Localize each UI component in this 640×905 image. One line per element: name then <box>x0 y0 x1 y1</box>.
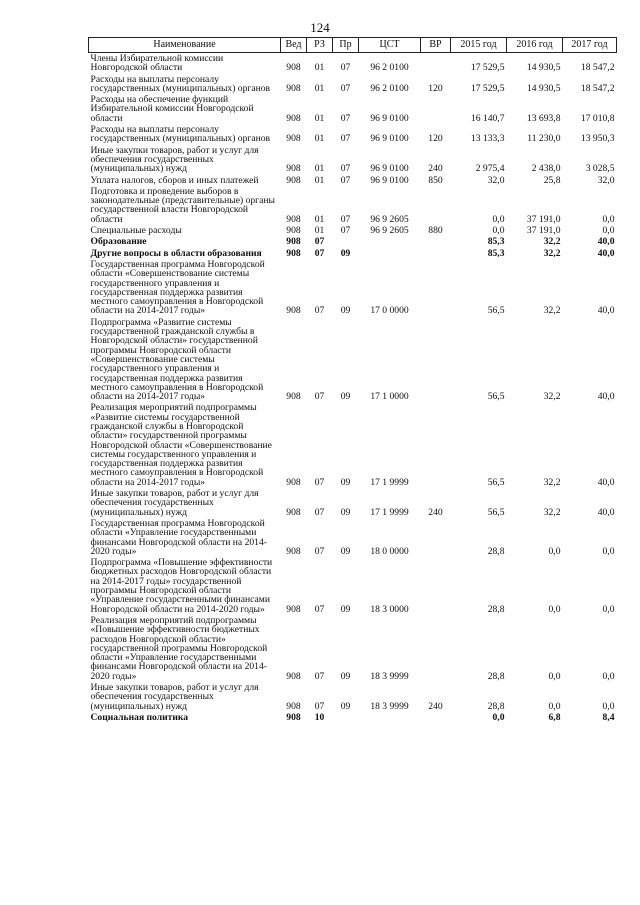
column-header-2015: 2015 год <box>451 38 507 53</box>
cell-ved: 908 <box>286 133 301 145</box>
cell-2016: 32,2 <box>543 391 561 403</box>
cell-pr: 09 <box>340 305 351 317</box>
column-header-rz: РЗ <box>307 38 333 53</box>
cell-2015: 56,5 <box>487 506 505 518</box>
table-row <box>89 712 617 723</box>
cell-name: Расходы на обеспечение функций Избирательной комиссии Новгородской области <box>90 94 254 124</box>
cell-pr: 07 <box>340 225 351 237</box>
cell-2015: 28,8 <box>487 670 505 682</box>
column-header-2017: 2017 год <box>563 38 617 53</box>
cell-ved: 908 <box>286 174 301 186</box>
cell-cst: 18 3 0000 <box>370 603 409 615</box>
cell-rz: 01 <box>314 62 325 74</box>
cell-name: Специальные расходы <box>90 225 182 237</box>
cell-name: Иные закупки товаров, работ и услуг для обеспечения государственных (муниципальных) нужд <box>90 682 259 712</box>
table-row <box>89 236 617 247</box>
cell-cst: 17 1 0000 <box>370 391 409 403</box>
column-header-ved: Вед <box>281 38 307 53</box>
cell-cst: 17 0 0000 <box>370 305 409 317</box>
cell-ved: 908 <box>286 476 301 488</box>
table-row <box>89 124 617 145</box>
cell-2017: 18 547,2 <box>580 62 615 74</box>
table-row <box>89 488 617 518</box>
cell-2017: 3 028,5 <box>585 163 615 175</box>
cell-vr <box>421 402 451 488</box>
cell-ved: 908 <box>286 603 301 615</box>
cell-2017: 40,0 <box>597 506 615 518</box>
cell-ved: 908 <box>286 391 301 403</box>
cell-2015: 0,0 <box>492 213 505 225</box>
table-row <box>89 145 617 175</box>
cell-ved: 908 <box>286 82 301 94</box>
cell-2015: 56,5 <box>487 391 505 403</box>
budget-table <box>88 37 617 723</box>
cell-pr: 07 <box>340 163 351 175</box>
cell-vr <box>421 53 451 74</box>
cell-2017: 0,0 <box>602 545 615 557</box>
cell-name: Уплата налогов, сборов и иных платежей <box>90 174 259 186</box>
cell-ved: 908 <box>286 247 301 259</box>
cell-pr: 07 <box>340 82 351 94</box>
table-row <box>89 259 617 317</box>
cell-cst: 96 9 0100 <box>370 174 409 186</box>
cell-vr: 850 <box>428 174 443 186</box>
cell-pr <box>333 712 359 723</box>
cell-2017: 40,0 <box>597 476 615 488</box>
cell-2017: 40,0 <box>597 305 615 317</box>
table-header-row <box>89 38 617 53</box>
cell-vr <box>421 94 451 124</box>
table-row <box>89 225 617 236</box>
cell-2017: 40,0 <box>597 391 615 403</box>
cell-rz: 07 <box>314 391 325 403</box>
cell-cst: 96 9 2605 <box>370 213 409 225</box>
cell-2016: 11 230,0 <box>527 133 561 145</box>
cell-2017: 13 950,3 <box>580 133 615 145</box>
cell-vr <box>421 259 451 317</box>
cell-cst: 96 9 0100 <box>370 112 409 124</box>
cell-cst: 17 1 9999 <box>370 506 409 518</box>
cell-2015: 85,3 <box>487 236 505 248</box>
cell-2015: 17 529,5 <box>470 82 505 94</box>
cell-2015: 28,8 <box>487 603 505 615</box>
cell-rz: 07 <box>314 236 325 248</box>
cell-ved: 908 <box>286 506 301 518</box>
cell-rz: 01 <box>314 174 325 186</box>
column-header-vr: ВР <box>421 38 451 53</box>
cell-cst: 96 9 0100 <box>370 163 409 175</box>
cell-ved: 908 <box>286 163 301 175</box>
cell-2017: 40,0 <box>597 247 615 259</box>
table-row <box>89 53 617 74</box>
cell-rz: 01 <box>314 225 325 237</box>
cell-name: Подпрограмма «Развитие системы государственной гражданской службы в Новгородской области» государственной программы Новгородской области «Совершенствование системы государственного управления и государственная поддержка развития местного самоуправления в Новгородской области на 2014-2017 годы» <box>90 316 264 403</box>
cell-pr: 09 <box>340 476 351 488</box>
cell-pr <box>333 236 359 247</box>
cell-pr: 07 <box>340 112 351 124</box>
column-header-cst: ЦСТ <box>359 38 421 53</box>
cell-2017: 40,0 <box>597 236 615 248</box>
cell-2015: 16 140,7 <box>470 112 505 124</box>
cell-rz: 01 <box>314 213 325 225</box>
page-number: 124 <box>310 20 330 35</box>
cell-cst: 96 9 2605 <box>370 225 409 237</box>
cell-2017: 8,4 <box>602 711 615 723</box>
cell-2017: 0,0 <box>602 670 615 682</box>
cell-vr: 240 <box>428 163 443 175</box>
cell-2017: 0,0 <box>602 603 615 615</box>
cell-2016: 25,8 <box>543 174 561 186</box>
cell-2017: 0,0 <box>602 225 615 237</box>
table-body <box>89 53 617 724</box>
cell-2016: 32,2 <box>543 476 561 488</box>
cell-ved: 908 <box>286 225 301 237</box>
cell-rz: 10 <box>314 711 325 723</box>
column-header-name: Наименование <box>89 38 281 53</box>
table-row <box>89 682 617 712</box>
table-row <box>89 557 617 615</box>
cell-2015: 13 133,3 <box>470 133 505 145</box>
cell-vr: 880 <box>428 225 443 237</box>
cell-2016: 14 930,5 <box>526 62 561 74</box>
cell-2016: 14 930,5 <box>526 82 561 94</box>
cell-2015: 85,3 <box>487 247 505 259</box>
cell-name: Иные закупки товаров, работ и услуг для обеспечения государственных (муниципальных) нужд <box>90 144 259 175</box>
cell-vr <box>421 236 451 247</box>
cell-ved: 908 <box>286 62 301 74</box>
cell-pr: 09 <box>340 545 351 557</box>
cell-name: Реализация мероприятий подпрограммы «Развитие системы государственной гражданской службы в Новгородской области» государственной программы Новгородской области «Совершенствование системы государственного управления и государственная поддержка развития местного самоуправления в Новгородской области на 2014-2017 годы» <box>90 402 272 488</box>
cell-2017: 18 547,2 <box>580 82 615 94</box>
cell-vr: 120 <box>428 133 443 145</box>
cell-pr: 07 <box>340 133 351 145</box>
cell-pr: 09 <box>340 506 351 518</box>
column-header-2016: 2016 год <box>507 38 563 53</box>
cell-2015: 32,0 <box>487 174 505 186</box>
column-header-pr: Пр <box>333 38 359 53</box>
cell-name: Подпрограмма «Повышение эффективности бюджетных расходов Новгородской области на 2014-2017 годы» государственной программы Новгородской области «Управление государственными финансами Новгородской области на 2014-2020 годы» <box>90 557 273 615</box>
cell-2016: 2 438,0 <box>531 163 561 175</box>
cell-ved: 908 <box>286 670 301 682</box>
cell-2017: 0,0 <box>602 700 615 712</box>
cell-name: Члены Избирательной комиссии Новгородской области <box>90 53 224 74</box>
cell-rz: 07 <box>314 506 325 518</box>
cell-ved: 908 <box>286 236 301 248</box>
table-row <box>89 518 617 557</box>
cell-vr <box>421 712 451 723</box>
cell-vr <box>421 518 451 557</box>
cell-name: Расходы на выплаты персоналу государственных (муниципальных) органов <box>90 73 271 94</box>
cell-rz: 07 <box>314 476 325 488</box>
cell-cst: 17 1 9999 <box>370 476 409 488</box>
table-row <box>89 74 617 95</box>
cell-rz: 01 <box>314 112 325 124</box>
cell-rz: 07 <box>314 603 325 615</box>
cell-2016: 37 191,0 <box>526 225 561 237</box>
cell-cst <box>359 712 421 723</box>
cell-cst: 96 9 0100 <box>370 133 409 145</box>
cell-ved: 908 <box>286 711 301 723</box>
cell-name: Подготовка и проведение выборов в законодательные (представительные) органы государственной власти Новгородской области <box>90 185 275 225</box>
table-row <box>89 615 617 682</box>
cell-2015: 0,0 <box>492 711 505 723</box>
table-row <box>89 248 617 259</box>
cell-2017: 17 010,8 <box>580 112 615 124</box>
cell-2016: 0,0 <box>548 545 561 557</box>
cell-2015: 28,8 <box>487 700 505 712</box>
cell-cst <box>359 248 421 259</box>
cell-name: Другие вопросы в области образования <box>90 247 262 259</box>
cell-rz: 07 <box>314 545 325 557</box>
cell-2016: 13 693,8 <box>526 112 561 124</box>
cell-2016: 0,0 <box>548 670 561 682</box>
cell-vr: 240 <box>428 506 443 518</box>
cell-2015: 56,5 <box>487 476 505 488</box>
cell-cst: 96 2 0100 <box>370 62 409 74</box>
cell-rz: 01 <box>314 82 325 94</box>
cell-vr <box>421 317 451 403</box>
cell-cst <box>359 236 421 247</box>
cell-2015: 17 529,5 <box>470 62 505 74</box>
cell-rz: 07 <box>314 305 325 317</box>
cell-name: Государственная программа Новгородской области «Управление государственными финансами Новгородской области на 2014-2020 годы» <box>90 517 267 557</box>
cell-2015: 56,5 <box>487 305 505 317</box>
cell-2016: 0,0 <box>548 700 561 712</box>
cell-rz: 07 <box>314 247 325 259</box>
cell-2015: 28,8 <box>487 545 505 557</box>
cell-2016: 32,2 <box>543 506 561 518</box>
cell-2017: 32,0 <box>597 174 615 186</box>
table-row <box>89 317 617 403</box>
table-row <box>89 94 617 124</box>
cell-2015: 0,0 <box>492 225 505 237</box>
cell-cst: 18 0 0000 <box>370 545 409 557</box>
cell-rz: 01 <box>314 133 325 145</box>
table-row <box>89 175 617 186</box>
cell-2016: 0,0 <box>548 603 561 615</box>
cell-vr: 120 <box>428 82 443 94</box>
cell-name: Расходы на выплаты персоналу государственных (муниципальных) органов <box>90 124 271 145</box>
cell-ved: 908 <box>286 213 301 225</box>
cell-pr: 09 <box>340 247 351 259</box>
cell-vr <box>421 248 451 259</box>
cell-name: Социальная политика <box>90 711 189 723</box>
cell-vr: 240 <box>428 700 443 712</box>
cell-rz: 07 <box>314 700 325 712</box>
cell-ved: 908 <box>286 545 301 557</box>
cell-name: Реализация мероприятий подпрограммы «Повышение эффективности бюджетных расходов Новгородской области» государственной программы Новгородской области «Управление государственными финансами Новгородской области на 2014-2020 годы» <box>90 614 268 682</box>
cell-2016: 32,2 <box>543 236 561 248</box>
cell-name: Иные закупки товаров, работ и услуг для обеспечения государственных (муниципальных) нужд <box>90 488 259 518</box>
table-row <box>89 402 617 488</box>
cell-2016: 32,2 <box>543 247 561 259</box>
cell-cst: 18 3 9999 <box>370 670 409 682</box>
cell-pr: 09 <box>340 391 351 403</box>
cell-rz: 07 <box>314 670 325 682</box>
cell-vr <box>421 557 451 615</box>
cell-name: Государственная программа Новгородской области «Совершенствование системы государственного управления и государственная поддержка развития местного самоуправления в Новгородской области на 2014-2017 годы» <box>90 258 265 317</box>
cell-pr: 09 <box>340 700 351 712</box>
cell-pr: 07 <box>340 174 351 186</box>
cell-pr: 09 <box>340 603 351 615</box>
cell-2017: 0,0 <box>602 213 615 225</box>
cell-vr <box>421 186 451 225</box>
cell-ved: 908 <box>286 305 301 317</box>
cell-ved: 908 <box>286 112 301 124</box>
cell-name: Образование <box>90 236 147 248</box>
cell-2016: 32,2 <box>543 305 561 317</box>
cell-pr: 07 <box>340 213 351 225</box>
cell-cst: 18 3 9999 <box>370 700 409 712</box>
cell-2016: 37 191,0 <box>526 213 561 225</box>
cell-ved: 908 <box>286 700 301 712</box>
table-row <box>89 186 617 225</box>
cell-pr: 07 <box>340 62 351 74</box>
cell-rz: 01 <box>314 163 325 175</box>
cell-2016: 6,8 <box>548 711 561 723</box>
cell-pr: 09 <box>340 670 351 682</box>
cell-cst: 96 2 0100 <box>370 82 409 94</box>
cell-vr <box>421 615 451 682</box>
cell-2015: 2 975,4 <box>475 163 505 175</box>
